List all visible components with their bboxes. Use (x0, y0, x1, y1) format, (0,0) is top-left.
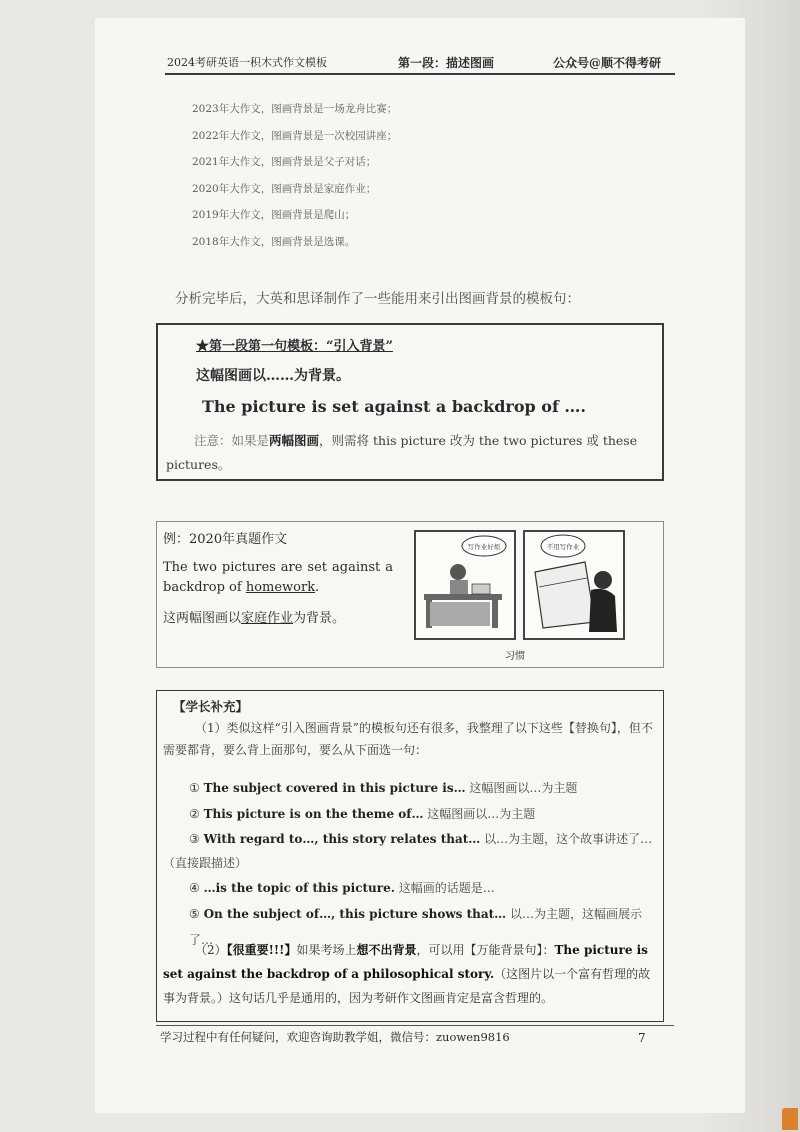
year-item: 2020年大作文，图画背景是家庭作业； (192, 182, 377, 195)
example-box (156, 521, 664, 668)
intro-text: 分析完毕后，大英和思译制作了一些能用来引出图画背景的模板句： (175, 291, 580, 307)
bubble-left-text: 写作业好烦 (467, 543, 501, 551)
header-divider (165, 73, 675, 75)
supplement-title: 【学长补充】 (173, 699, 249, 714)
note-label: 注意：如果是 (194, 433, 270, 448)
cartoon-panel-left (414, 530, 516, 640)
cartoon-child-desk-image (416, 532, 514, 638)
item-number: ② (189, 807, 200, 821)
item-chinese: 以…为主题，这个故事讲述了…（直接跟描述） (163, 832, 653, 870)
footer-text: 学习过程中有任何疑问，欢迎咨询助教学姐，微信号：zuowen9816 (160, 1030, 510, 1044)
list-item (163, 827, 659, 875)
p2-universal-sentence: The picture is set against the backdrop of a philosophical story. (163, 943, 648, 981)
item-english: …is the topic of this picture. (203, 881, 395, 895)
p2-emphasis: 想不出背景 (356, 943, 417, 957)
supplement-box (156, 690, 664, 1022)
item-chinese: 这幅图画以…为主题 (423, 807, 536, 821)
item-number: ③ (189, 832, 200, 846)
item-english: The subject covered in this picture is… (203, 781, 466, 795)
note-rest: ，则需将 this picture 改为 the two pictures 或 these pictures。 (166, 433, 638, 472)
template-title: ★第一段第一句模板：“引入背景” (196, 339, 393, 354)
page-header (165, 50, 675, 74)
p2-text-2: ，可以用【万能背景句】： (416, 943, 555, 957)
example-cn-end: 为背景。 (293, 611, 346, 626)
template-chinese: 这幅图画以……为背景。 (196, 368, 350, 384)
example-english (163, 558, 393, 598)
year-list (192, 99, 397, 258)
list-item (189, 801, 659, 827)
template-box (156, 323, 664, 481)
cartoon-student-books-image (525, 532, 623, 638)
item-english: On the subject of…, this picture shows that… (203, 907, 507, 921)
list-item (189, 775, 659, 801)
cartoon-panel-right (523, 530, 625, 640)
example-en-end: . (315, 580, 320, 595)
item-number: ① (189, 781, 200, 795)
list-item (189, 875, 659, 901)
item-chinese: 这幅图画以…为主题 (465, 781, 578, 795)
header-left-title: 2024考研英语一积木式作文模板 (167, 56, 327, 69)
template-note (166, 429, 658, 477)
year-item: 2022年大作文，图画背景是一次校园讲座； (192, 129, 398, 142)
item-english: This picture is on the theme of… (203, 807, 424, 821)
item-chinese: 以…为主题，这幅画展示了… (189, 907, 643, 947)
p2-important-tag: 【很重要!!!】 (226, 943, 297, 957)
footer-divider (156, 1025, 674, 1026)
item-chinese: 这幅画的话题是… (394, 881, 495, 895)
item-english: With regard to…, this story relates that… (203, 832, 481, 846)
note-emphasis: 两幅图画 (269, 433, 320, 448)
replacement-sentence-list (163, 775, 659, 953)
example-cn-text: 这两幅图画以 (163, 611, 242, 626)
example-en-keyword: homework (245, 580, 316, 595)
supplement-paragraph-2 (163, 938, 657, 1010)
template-english: The picture is set against a backdrop of …. (202, 397, 586, 416)
p2-text-1: 如果考场上 (296, 943, 357, 957)
example-label: 例：2020年真题作文 (163, 532, 288, 547)
corner-tab (782, 1108, 798, 1130)
header-section-title: 第一段：描述图画 (398, 56, 495, 70)
example-chinese (163, 607, 345, 626)
example-en-text: The two pictures are set against a backdrop of (163, 560, 393, 595)
cartoon-caption: 习惯 (505, 651, 525, 662)
year-item: 2023年大作文，图画背景是一场龙舟比赛； (192, 103, 398, 115)
page-number: 7 (638, 1031, 646, 1045)
header-account: 公众号@顺不得考研 (553, 56, 662, 70)
item-number: ④ (189, 881, 200, 895)
p2-prefix: （2） (195, 943, 227, 957)
supplement-paragraph-1: （1）类似这样“引入图画背景”的模板句还有很多，我整理了以下这些【替换句】，但不需要都背，要么背上面那句，要么从下面选一句： (163, 721, 653, 757)
bubble-right-text: 不用写作业 (546, 543, 580, 551)
example-cn-keyword: 家庭作业 (241, 611, 294, 626)
year-item: 2021年大作文，图画背景是父子对话； (192, 156, 377, 168)
year-item: 2019年大作文，图画背景是爬山； (192, 209, 356, 221)
year-item: 2018年大作文，图画背景是选课。 (192, 235, 356, 248)
item-number: ⑤ (189, 907, 200, 921)
p2-text-3: （这图片以一个富有哲理的故事为背景。）这句话几乎是通用的，因为考研作文图画肯定是富含哲理的。 (163, 967, 651, 1005)
